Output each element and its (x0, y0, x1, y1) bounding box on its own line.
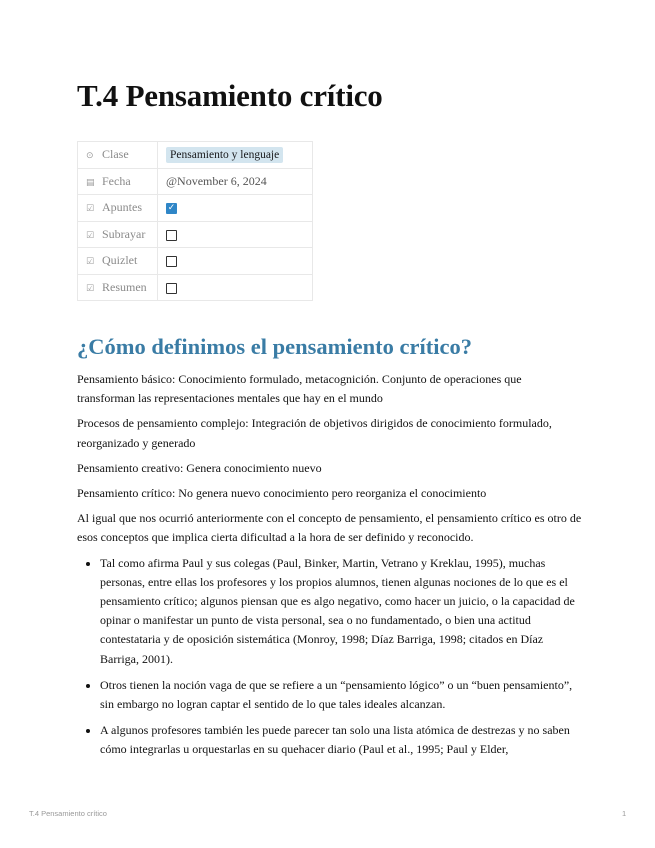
properties-table (77, 141, 313, 301)
paragraph: Pensamiento creativo: Genera conocimiento nuevo (77, 460, 322, 475)
property-key (78, 168, 158, 195)
property-row-resumen (78, 274, 313, 301)
unchecked-checkbox[interactable] (166, 283, 177, 294)
paragraph: Pensamiento crítico: No genera nuevo conocimiento pero reorganiza el conocimiento (77, 486, 487, 501)
paragraph: Pensamiento básico: Conocimiento formulado, metacognición. Conjunto de operaciones que transforman las representaciones mentales que hay en el mundo (77, 372, 522, 406)
property-key (78, 221, 158, 248)
property-value (158, 248, 313, 275)
checkbox-property-icon: ☑ (86, 230, 95, 241)
page-number: 1 (622, 809, 627, 818)
property-value (158, 195, 313, 222)
checkbox-property-icon: ☑ (86, 283, 95, 294)
property-key-label: Fecha (102, 173, 131, 188)
footer-title: T.4 Pensamiento crítico (29, 809, 107, 818)
property-row-quizlet (78, 248, 313, 275)
checkbox-property-icon: ☑ (86, 257, 95, 268)
calendar-icon: ▤ (86, 177, 95, 188)
checked-checkbox[interactable]: ✓ (167, 203, 176, 213)
property-row-apuntes (78, 195, 313, 222)
paragraph: Procesos de pensamiento complejo: Integración de objetivos dirigidos de conocimiento formulado, reorganizado y generado (77, 416, 552, 450)
bullet-list (77, 554, 582, 760)
property-row-clase (78, 142, 313, 169)
property-value (158, 274, 313, 301)
property-value (158, 142, 313, 169)
unchecked-checkbox[interactable] (166, 230, 177, 241)
property-key (78, 248, 158, 275)
checkbox-property-icon: ☑ (86, 204, 95, 215)
unchecked-checkbox[interactable] (166, 256, 177, 267)
property-key-label: Clase (102, 147, 129, 162)
list-item: • Otros tienen la noción vaga de que se refiere a un “pensamiento lógico” o un “buen pensamiento”, sin embargo no logran captar el sentido de lo que tales ideales alcanzan. (100, 676, 582, 714)
property-key-label: Apuntes (102, 200, 142, 215)
property-key (78, 195, 158, 222)
page-title: T.4 Pensamiento crítico (77, 78, 383, 113)
property-row-subrayar (78, 221, 313, 248)
property-key-label: Resumen (102, 279, 147, 294)
property-row-fecha (78, 168, 313, 195)
property-key-label: Quizlet (102, 253, 138, 268)
paragraph: Al igual que nos ocurrió anteriormente con el concepto de pensamiento, el pensamiento crítico es otro de esos conceptos que implica cierta dificultad a la hora de ser definido y reconocido. (77, 511, 582, 545)
body-content (77, 370, 582, 767)
property-key (78, 142, 158, 169)
section-heading: ¿Cómo definimos el pensamiento crítico? (77, 334, 472, 359)
property-value (158, 221, 313, 248)
property-key-label: Subrayar (102, 226, 146, 241)
clase-icon: ⊙ (86, 151, 94, 162)
list-item: • Tal como afirma Paul y sus colegas (Paul, Binker, Martin, Vetrano y Kreklau, 1995), muchas personas, entre ellas los profesores y los propios alumnos, tienen algunas nociones de lo que es el pensamiento crítico; algunos piensan que es algo negativo, como hacer un juicio, o la capacidad de opinar o manifestar un punto de vista personal, sea o no fundamentado, o bien una actitud contestataria y de oposición sistemática (Monroy, 1998; Díaz Barriga, 1998; citados en Díaz Barriga, 2001). (100, 554, 582, 669)
date-value[interactable]: @November 6, 2024 (158, 168, 313, 195)
property-key (78, 274, 158, 301)
class-tag[interactable]: Pensamiento y lenguaje (166, 147, 283, 163)
list-item: • A algunos profesores también les puede parecer tan solo una lista atómica de destrezas y no saben cómo integrarlas u orquestarlas en su quehacer diario (Paul et al., 1995; Paul y Elder, (100, 721, 582, 759)
